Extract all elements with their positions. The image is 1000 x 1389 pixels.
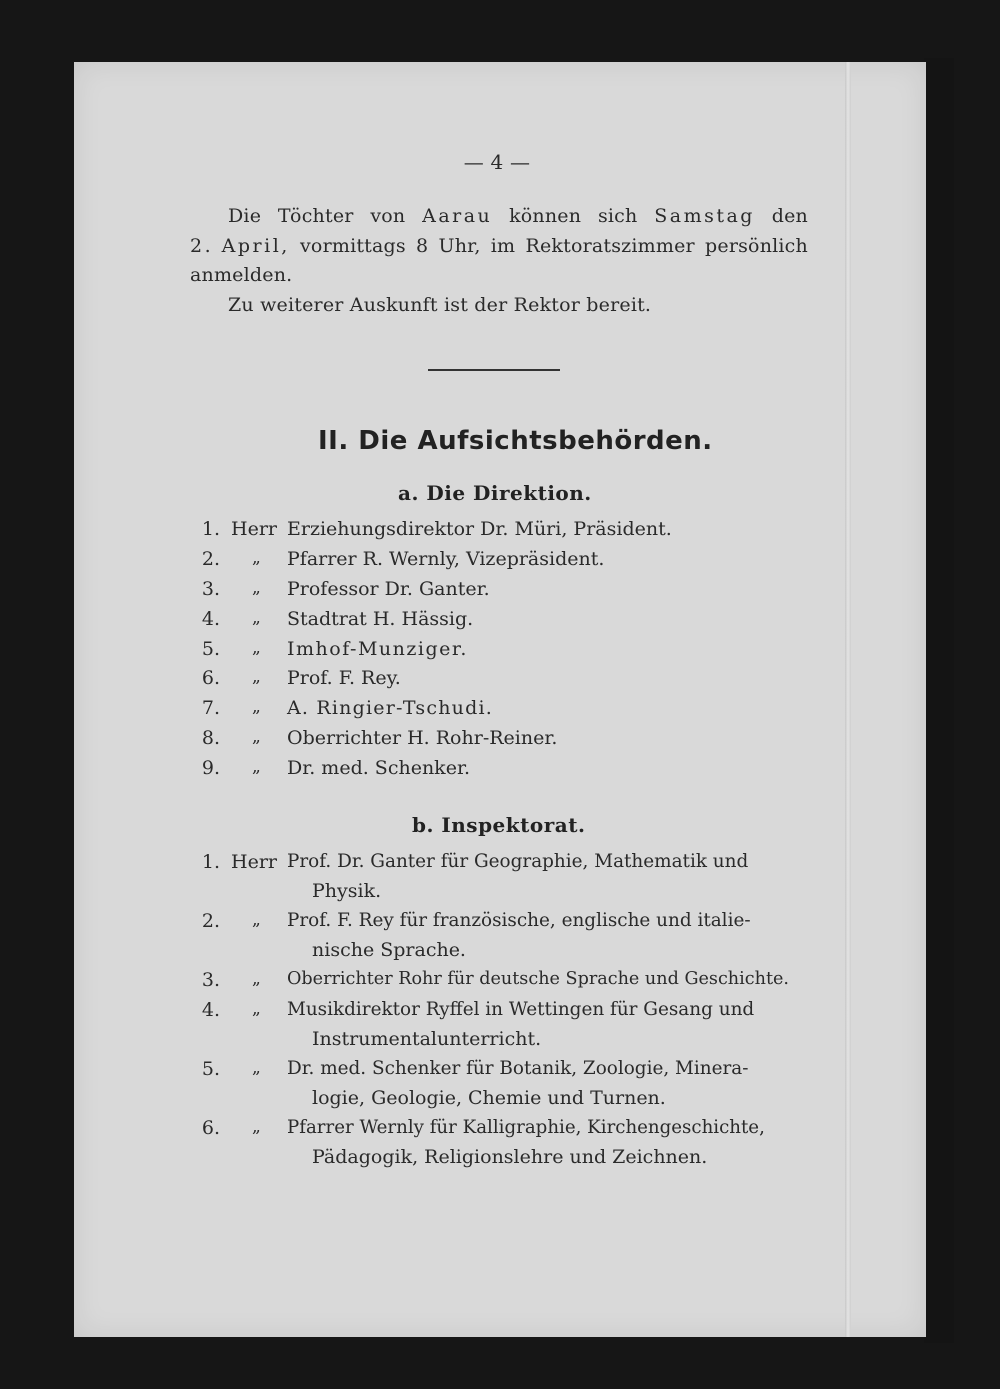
direktion-member: Oberrichter H. Rohr-Reiner. [287,727,558,749]
intro-line-4: Zu weiterer Auskunft ist der Rektor bereit. [228,294,652,316]
list-number: 1. [201,518,220,540]
inspektorat-member: Dr. med. Schenker für Botanik, Zoologie, Minera- [287,1058,749,1079]
direktion-member: Pfarrer R. Wernly, Vizepräsident. [287,548,605,570]
list-number: 2. [201,910,220,932]
list-number: 5. [201,638,220,660]
intro-word: Rektoratszimmer [525,235,695,257]
intro-word: vormittags [300,235,406,257]
inspektorat-member-cont: Physik. [312,880,382,902]
direktion-member: Erziehungsdirektor Dr. Müri, Präsident. [287,518,672,540]
direktion-member: Dr. med. Schenker. [287,757,470,779]
intro-word: von [370,205,406,227]
direktion-member: A. Ringier-Tschudi. [287,697,493,719]
direktion-member: Prof. F. Rey. [287,667,401,689]
list-number: 4. [201,608,220,630]
list-number: 2. [201,548,220,570]
inspektorat-member-cont: logie, Geologie, Chemie und Turnen. [312,1087,666,1109]
section-divider [428,369,560,371]
list-number: 8. [201,727,220,749]
intro-word: im [490,235,516,257]
intro-word-samstag: Samstag [654,205,755,227]
list-number: 7. [201,697,220,719]
intro-word: Die [228,205,262,227]
herr-label: Herr [231,518,277,540]
intro-line-2 [190,235,808,257]
direktion-title: a. Die Direktion. [398,481,592,505]
list-number: 3. [201,969,220,991]
intro-word: den [771,205,808,227]
ditto-mark: „ [252,999,261,1019]
list-number: 9. [201,757,220,779]
intro-word: 8 [416,235,429,257]
intro-word: können [509,205,582,227]
list-number: 4. [201,999,220,1021]
intro-line-1 [228,205,808,227]
ditto-mark: „ [252,727,261,747]
inspektorat-member-cont: Pädagogik, Religionslehre und Zeichnen. [312,1146,708,1168]
intro-word: Töchter [277,205,354,227]
intro-word: Uhr, [438,235,481,257]
list-number: 6. [201,1117,220,1139]
intro-word: sich [597,205,638,227]
page-number: — 4 — [463,150,531,174]
ditto-mark: „ [252,608,261,628]
intro-line-3: anmelden. [190,264,293,286]
section-heading: II. Die Aufsichtsbehörden. [318,426,713,456]
list-number: 3. [201,578,220,600]
ditto-mark: „ [252,1058,261,1078]
ditto-mark: „ [252,910,261,930]
ditto-mark: „ [252,548,261,568]
list-number: 6. [201,667,220,689]
intro-word-april: 2. April, [190,235,290,257]
list-number: 1. [201,851,220,873]
ditto-mark: „ [252,578,261,598]
herr-label: Herr [231,851,277,873]
ditto-mark: „ [252,969,261,989]
inspektorat-member: Oberrichter Rohr für deutsche Sprache und Geschichte. [287,969,790,989]
direktion-member: Professor Dr. Ganter. [287,578,490,600]
direktion-member: Imhof-Munziger. [287,638,468,660]
inspektorat-member: Prof. Dr. Ganter für Geographie, Mathematik und [287,851,749,872]
inspektorat-member: Pfarrer Wernly für Kalligraphie, Kirchengeschichte, [287,1117,765,1138]
direktion-member: Stadtrat H. Hässig. [287,608,474,630]
ditto-mark: „ [252,638,261,658]
ditto-mark: „ [252,697,261,717]
inspektorat-title: b. Inspektorat. [412,813,586,837]
intro-word-aarau: Aarau [422,205,493,227]
inspektorat-member-cont: Instrumentalunterricht. [312,1028,542,1050]
ditto-mark: „ [252,757,261,777]
ditto-mark: „ [252,667,261,687]
inspektorat-member: Prof. F. Rey für französische, englische und italie- [287,910,751,931]
ditto-mark: „ [252,1117,261,1137]
inspektorat-member: Musikdirektor Ryffel in Wettingen für Gesang und [287,999,755,1020]
list-number: 5. [201,1058,220,1080]
inspektorat-member-cont: nische Sprache. [312,939,466,961]
intro-word: persönlich [705,235,808,257]
